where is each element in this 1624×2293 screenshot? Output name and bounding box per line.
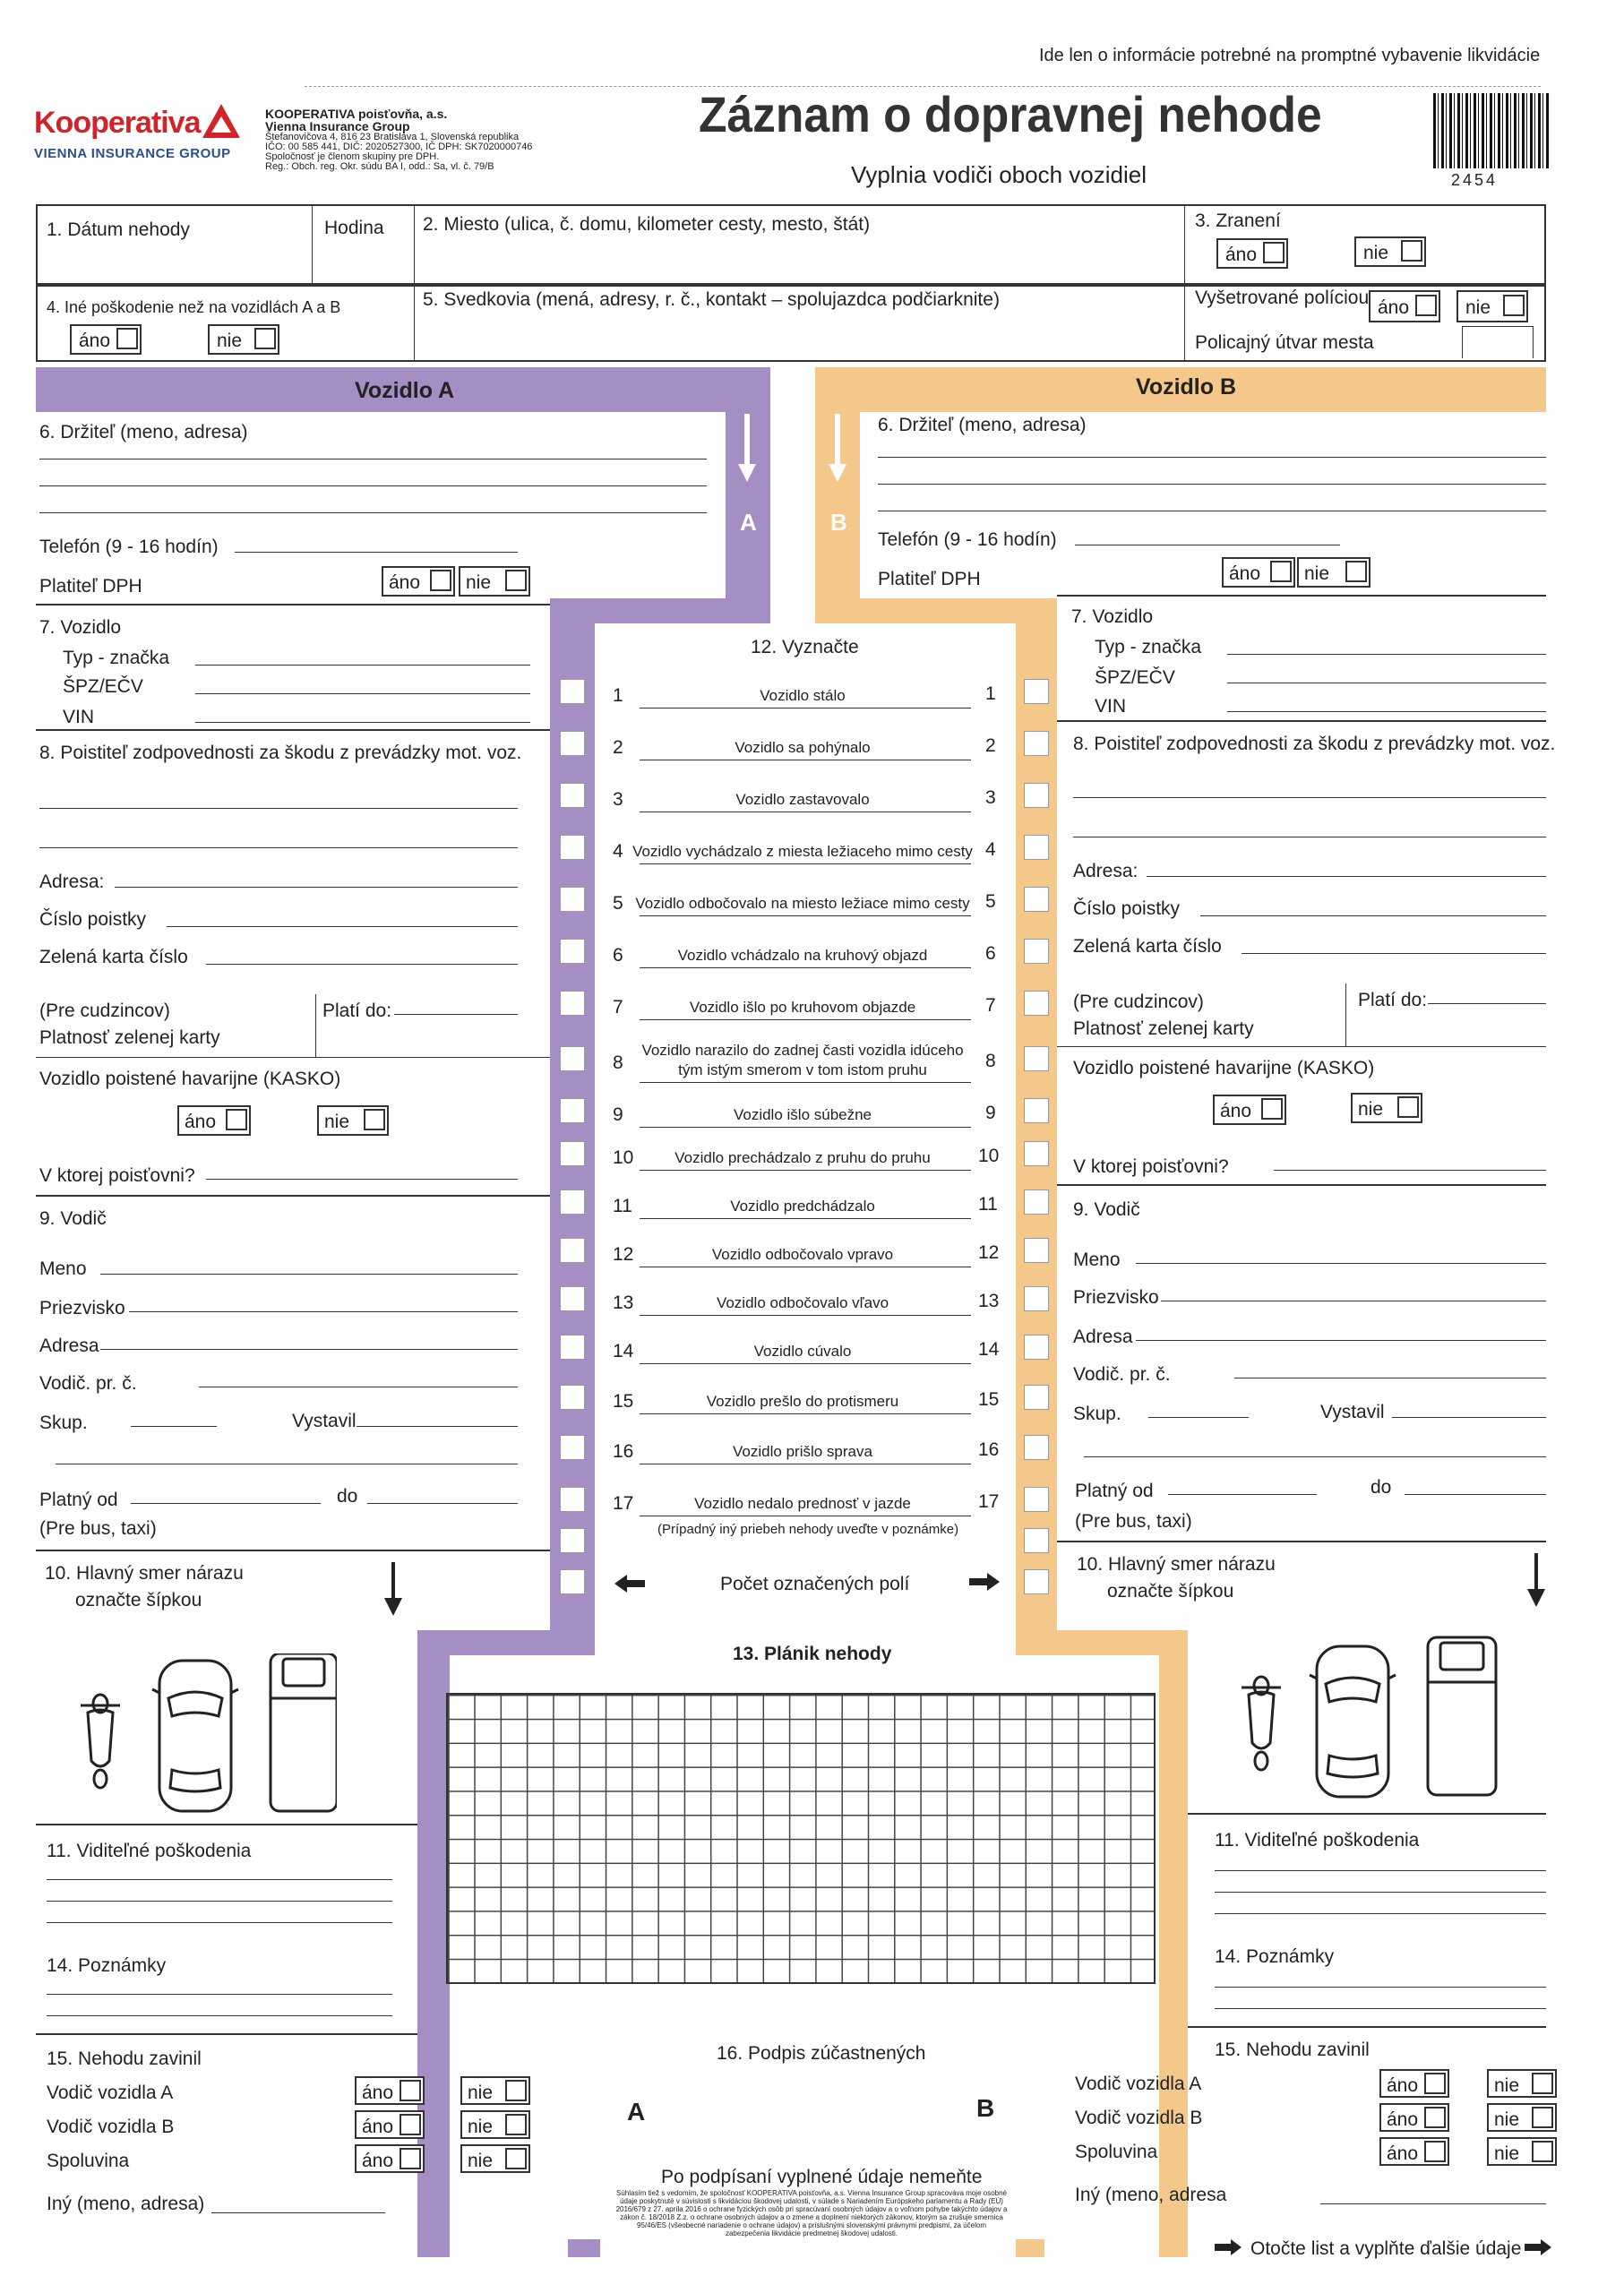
b-fault-driver-b-no[interactable]: nie: [1487, 2103, 1557, 2132]
vehicle-b-letter: B: [830, 509, 847, 536]
a-circumstance-checkbox-13[interactable]: [560, 1286, 585, 1311]
a-circumstance-checkbox-12[interactable]: [560, 1238, 585, 1263]
b-phone-label: Telefón (9 - 16 hodín): [878, 529, 1057, 550]
circumstance-number: 15: [613, 1391, 634, 1412]
a-holder-label: 6. Držiteľ (meno, adresa): [39, 422, 248, 442]
a-fault-label: 15. Nehodu zavinil: [47, 2048, 202, 2069]
count-checkbox[interactable]: [560, 1528, 585, 1553]
circumstance-number: 2: [985, 735, 996, 756]
a-driver-label: 9. Vodič: [39, 1208, 107, 1229]
arrow-right-icon: [1215, 2239, 1242, 2255]
b-circumstance-checkbox-4[interactable]: [1024, 835, 1049, 860]
a-impact-label: 10. Hlavný smer nárazu: [45, 1563, 244, 1584]
arrow-down-icon: [383, 1562, 403, 1618]
circumstance-number: 12: [978, 1242, 1000, 1263]
circumstance-label: Vozidlo vchádzalo na kruhový objazd: [677, 947, 928, 964]
b-circumstance-checkbox-14[interactable]: [1024, 1335, 1049, 1360]
other-damage-label: 4. Iné poškodenie než na vozidlách A a B: [47, 298, 341, 316]
vehicle-a-title: Vozidlo A: [355, 378, 455, 403]
a-circumstance-checkbox-5[interactable]: [560, 887, 585, 912]
circumstance-label: Vozidlo stálo: [760, 687, 846, 704]
injured-label: 3. Zranení: [1195, 210, 1281, 231]
circumstance-number: 9: [613, 1104, 623, 1125]
b-driver-label: 9. Vodič: [1073, 1199, 1140, 1220]
circumstance-number: 11: [613, 1196, 632, 1216]
circumstance-number: 14: [613, 1341, 634, 1361]
circumstance-number: 1: [613, 685, 623, 706]
circumstance-label: Vozidlo odbočovalo vpravo: [711, 1246, 894, 1263]
b-circumstance-checkbox-5[interactable]: [1024, 887, 1049, 912]
circumstance-number: 1: [985, 683, 996, 704]
b-circumstance-checkbox-10[interactable]: [1024, 1141, 1049, 1166]
witnesses-label: 5. Svedkovia (mená, adresy, r. č., kontakt – spolujazdca podčiarknite): [423, 289, 1000, 310]
a-circumstance-checkbox-11[interactable]: [560, 1189, 585, 1215]
a-circumstance-checkbox-1[interactable]: [560, 679, 585, 704]
count-checkbox[interactable]: [560, 1569, 585, 1594]
circumstance-label: Vozidlo prišlo sprava: [733, 1443, 872, 1460]
injured-no[interactable]: nie: [1354, 236, 1426, 267]
a-vat-yes[interactable]: áno: [382, 566, 455, 597]
circumstance-number: 3: [985, 787, 996, 808]
circumstance-label: Vozidlo odbočovalo na miesto ležiace mimo cesty: [635, 895, 970, 912]
a-kasko-label: Vozidlo poistené havarijne (KASKO): [39, 1069, 341, 1089]
circumstance-label: Vozidlo prešlo do protismeru: [706, 1393, 899, 1410]
b-fault-label: 15. Nehodu zavinil: [1215, 2040, 1370, 2060]
circumstance-number: 4: [613, 841, 623, 862]
circumstance-number: 12: [613, 1244, 634, 1265]
circumstance-label: Vozidlo odbočovalo vľavo: [716, 1294, 889, 1311]
a-circumstance-checkbox-14[interactable]: [560, 1335, 585, 1360]
b-circumstance-checkbox-9[interactable]: [1024, 1098, 1049, 1123]
a-circumstance-checkbox-7[interactable]: [560, 991, 585, 1016]
circumstance-number: 13: [978, 1291, 1000, 1311]
a-circumstance-checkbox-10[interactable]: [560, 1141, 585, 1166]
a-fault-shared-yes[interactable]: áno: [355, 2144, 425, 2173]
circumstance-number: 10: [978, 1146, 1000, 1166]
circumstance-number: 16: [613, 1441, 634, 1462]
police-yes[interactable]: áno: [1369, 290, 1440, 322]
a-circumstance-checkbox-17[interactable]: [560, 1487, 585, 1512]
b-circumstance-checkbox-17[interactable]: [1024, 1487, 1049, 1512]
circumstance-number: 14: [978, 1339, 1000, 1360]
vehicle-a-letter: A: [740, 509, 757, 536]
b-fault-driver-a-yes[interactable]: áno: [1379, 2069, 1449, 2098]
a-circumstance-checkbox-8[interactable]: [560, 1046, 585, 1071]
document-title: Záznam o dopravnej nehode: [699, 86, 1322, 142]
circumstance-number: 8: [985, 1051, 996, 1071]
circumstances-title: 12. Vyznačte: [751, 637, 859, 657]
circumstance-label: Vozidlo predchádzalo: [730, 1198, 875, 1215]
a-vat-no[interactable]: nie: [459, 566, 530, 597]
b-circumstance-checkbox-16[interactable]: [1024, 1435, 1049, 1460]
circumstances-note: (Prípadný iný priebeh nehody uveďte v poznámke): [657, 1522, 959, 1537]
count-checkbox[interactable]: [1024, 1528, 1049, 1553]
circumstance-number: 17: [613, 1493, 634, 1514]
b-circumstance-checkbox-3[interactable]: [1024, 783, 1049, 808]
a-fault-driver-b-no[interactable]: nie: [460, 2110, 530, 2139]
b-circumstance-checkbox-7[interactable]: [1024, 991, 1049, 1016]
a-circumstance-checkbox-2[interactable]: [560, 731, 585, 756]
b-kasko-label: Vozidlo poistené havarijne (KASKO): [1073, 1058, 1375, 1078]
b-kasko-no[interactable]: nie: [1351, 1093, 1422, 1123]
circumstance-number: 7: [613, 997, 623, 1018]
b-vat-no[interactable]: nie: [1297, 557, 1371, 588]
circumstance-number: 7: [985, 995, 996, 1016]
barcode-number: 2454: [1451, 171, 1499, 189]
b-impact-label: 10. Hlavný smer nárazu: [1077, 1554, 1276, 1575]
b-fault-driver-a-no[interactable]: nie: [1487, 2069, 1557, 2098]
a-circumstance-checkbox-3[interactable]: [560, 783, 585, 808]
circumstance-label: Vozidlo nedalo prednosť v jazde: [694, 1495, 911, 1512]
a-circumstance-checkbox-4[interactable]: [560, 835, 585, 860]
b-fault-driver-b-yes[interactable]: áno: [1379, 2103, 1449, 2132]
circumstance-number: 16: [978, 1439, 1000, 1460]
circumstance-number: 13: [613, 1292, 634, 1313]
circumstance-number: 5: [613, 893, 623, 914]
signature-b[interactable]: B: [976, 2094, 995, 2122]
b-notes-label: 14. Poznámky: [1215, 1946, 1335, 1967]
barcode: [1433, 93, 1550, 168]
b-fault-shared-yes[interactable]: áno: [1379, 2137, 1449, 2166]
b-kasko-yes[interactable]: áno: [1213, 1095, 1286, 1125]
circumstance-label: Vozidlo cúvalo: [753, 1343, 852, 1360]
circumstance-number: 9: [985, 1103, 996, 1123]
a-vehicle-pictograms[interactable]: [68, 1653, 337, 1815]
vehicle-b-title: Vozidlo B: [1136, 374, 1237, 399]
circumstance-number: 17: [978, 1491, 1000, 1512]
company-info: KOOPERATIVA poisťovňa, a.s. Vienna Insurance Group Štefanovičova 4, 816 23 Bratislava 1, Slovenská republika IČO: 00 585 441, DIČ: 2020527300, IČ DPH: SK7020000746 Spoločnosť je členom skupiny pre DPH. Reg.: Obch. reg. Okr. súdu BA I, odd.: Sa, vl. č. 79/B: [265, 107, 533, 172]
a-phone-label: Telefón (9 - 16 hodín): [39, 537, 219, 557]
arrow-down-icon: [1526, 1553, 1546, 1609]
a-kasko-yes[interactable]: áno: [177, 1105, 251, 1136]
kooperativa-logo: Kooperativa VIENNA INSURANCE GROUP: [34, 106, 249, 177]
police-unit-label: Policajný útvar mesta: [1195, 332, 1374, 353]
a-circumstance-checkbox-16[interactable]: [560, 1435, 585, 1460]
a-fault-driver-a-yes[interactable]: áno: [355, 2076, 425, 2105]
b-holder-label: 6. Držiteľ (meno, adresa): [878, 415, 1087, 435]
police-no[interactable]: nie: [1456, 290, 1528, 322]
count-checkbox[interactable]: [1024, 1569, 1049, 1594]
vehicle-a-arrow-column: [726, 367, 770, 623]
a-circumstance-checkbox-6[interactable]: [560, 939, 585, 964]
circumstance-number: 15: [978, 1389, 1000, 1410]
a-kasko-no[interactable]: nie: [317, 1105, 389, 1136]
sketch-grid[interactable]: [446, 1693, 1156, 1984]
no-change-note: Po podpísaní vyplnené údaje nemeňte: [661, 2167, 983, 2187]
date-label: 1. Dátum nehody: [47, 219, 190, 240]
hour-label: Hodina: [324, 218, 384, 238]
legal-text: Súhlasím tiež s vedomím, že spoločnosť KOOPERATIVA poisťovňa, a.s. Vienna Insurance Group spracováva moje osobné údaje poskytnuté v súvislosti s likvidáciou škodovej udalosti, v súlade s Nariadením Európskeho parlamentu a Rady (EÚ) 2016/679 z 27. apríla 2016 o ochrane fyzických osôb pri spracúvaní osobných údajov a o voľnom pohybe takýchto údajov a zákon č. 18/2018 Z.z. o ochrane osobných údajov a o zmene a doplnení niektorých zákonov, ktorým sa zrušuje smernica 95/46/ES (všeobecné nariadenie o ochrane údajov) a príslušnými slovenskými právnymi predpismi, za účelom zabezpečenia likvidácie predmetnej škodovej udalosti.: [615, 2189, 1008, 2237]
a-fault-driver-b-yes[interactable]: áno: [355, 2110, 425, 2139]
b-circumstance-checkbox-2[interactable]: [1024, 731, 1049, 756]
arrow-right-icon: [967, 1571, 1000, 1593]
top-note: Ide len o informácie potrebné na promptné vybavenie likvidácie: [1039, 46, 1541, 65]
count-label: Počet označených polí: [720, 1574, 910, 1594]
b-fault-shared-no[interactable]: nie: [1487, 2137, 1557, 2166]
a-circumstance-checkbox-9[interactable]: [560, 1098, 585, 1123]
other-damage-no[interactable]: nie: [208, 324, 279, 355]
other-damage-yes[interactable]: áno: [70, 324, 142, 355]
injured-yes[interactable]: áno: [1216, 238, 1288, 269]
signature-a[interactable]: A: [627, 2098, 646, 2126]
vehicle-b-arrow-column: [815, 367, 860, 623]
b-insurer-label: 8. Poistiteľ zodpovednosti za škodu z prevádzky mot. voz.: [1073, 734, 1556, 754]
footer-note: Otočte list a vyplňte ďalšie údaje: [1250, 2238, 1522, 2259]
circumstance-label: Vozidlo išlo po kruhovom objazde: [689, 999, 916, 1016]
circumstance-label: Vozidlo sa pohýnalo: [735, 739, 871, 756]
plan-title: 13. Plánik nehody: [733, 1644, 892, 1664]
b-vehicle-label: 7. Vozidlo: [1071, 606, 1154, 627]
a-notes-label: 14. Poznámky: [47, 1955, 167, 1976]
circumstance-number: 4: [985, 839, 996, 860]
circumstance-label: Vozidlo išlo súbežne: [733, 1106, 872, 1123]
a-damage-label: 11. Viditeľné poškodenia: [47, 1841, 252, 1861]
circumstance-number: 11: [978, 1194, 998, 1215]
circumstance-label: Vozidlo zastavovalo: [735, 791, 870, 808]
circumstance-number: 2: [613, 737, 623, 758]
b-circumstance-checkbox-1[interactable]: [1024, 679, 1049, 704]
arrow-right-icon: [1525, 2239, 1551, 2255]
circumstance-label: Vozidlo narazilo do zadnej časti vozidla idúceho tým istým smerom v tom istom pruhu: [641, 1042, 964, 1078]
circumstance-label: Vozidlo vychádzalo z miesta ležiaceho mimo cesty: [632, 843, 973, 860]
b-vat-yes[interactable]: áno: [1222, 557, 1295, 588]
a-circumstance-checkbox-15[interactable]: [560, 1385, 585, 1410]
b-circumstance-checkbox-12[interactable]: [1024, 1238, 1049, 1263]
circumstance-number: 3: [613, 789, 623, 810]
circumstance-label: Vozidlo prechádzalo z pruhu do pruhu: [675, 1149, 931, 1166]
b-circumstance-checkbox-6[interactable]: [1024, 939, 1049, 964]
signature-title: 16. Podpis zúčastnených: [717, 2043, 926, 2064]
police-label: Vyšetrované políciou: [1195, 288, 1370, 308]
a-insurer-label: 8. Poistiteľ zodpovednosti za škodu z prevádzky mot. voz.: [39, 743, 522, 763]
circumstance-number: 6: [613, 945, 623, 966]
b-circumstance-checkbox-11[interactable]: [1024, 1189, 1049, 1215]
b-vehicle-pictograms[interactable]: [1229, 1636, 1498, 1806]
document-subtitle: Vyplnia vodiči oboch vozidiel: [851, 161, 1147, 188]
circumstance-number: 8: [613, 1052, 623, 1073]
circumstance-number: 6: [985, 943, 996, 964]
arrow-left-icon: [614, 1573, 647, 1594]
a-vat-label: Platiteľ DPH: [39, 576, 142, 597]
b-vat-label: Platiteľ DPH: [878, 569, 981, 589]
circumstance-number: 10: [613, 1147, 634, 1168]
a-fault-shared-no[interactable]: nie: [460, 2144, 530, 2173]
b-circumstance-checkbox-8[interactable]: [1024, 1046, 1049, 1071]
b-circumstance-checkbox-15[interactable]: [1024, 1385, 1049, 1410]
place-label: 2. Miesto (ulica, č. domu, kilometer cesty, mesto, štát): [423, 214, 871, 235]
a-vehicle-label: 7. Vozidlo: [39, 617, 122, 638]
b-damage-label: 11. Viditeľné poškodenia: [1215, 1830, 1420, 1851]
circumstance-number: 5: [985, 891, 996, 912]
a-fault-driver-a-no[interactable]: nie: [460, 2076, 530, 2105]
b-circumstance-checkbox-13[interactable]: [1024, 1286, 1049, 1311]
